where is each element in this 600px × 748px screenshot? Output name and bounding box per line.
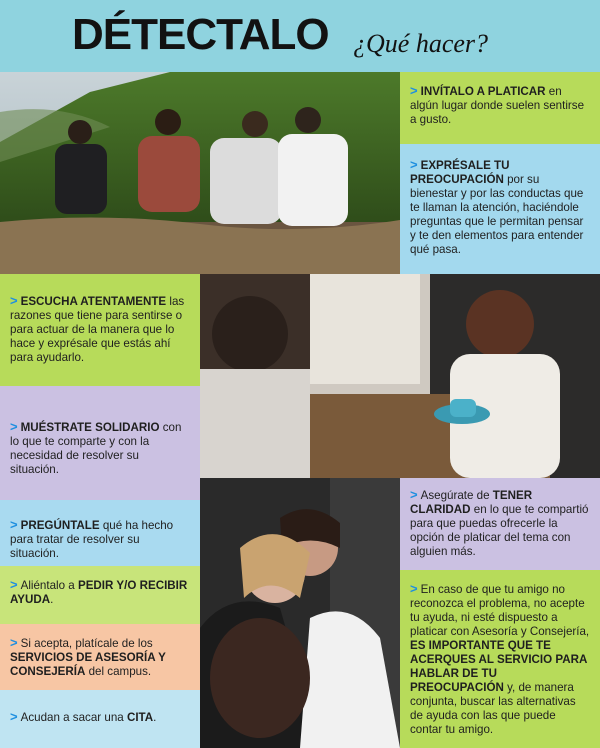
invite-to-talk-box: > INVÍTALO A PLATICAR en algún lugar donde suelen sentirse a gusto.: [400, 72, 600, 144]
arrow-icon: >: [10, 293, 18, 308]
arrow-icon: >: [410, 157, 418, 172]
express-concern-box: > EXPRÉSALE TU PREOCUPACIÓN por su bienestar y por las conductas que te llaman la atención, haciéndole preguntas que le permitan pensar y te den elementos para entender qué pasa.: [400, 144, 600, 274]
counseling-services-box: > Si acepta, platícale de los SERVICIOS DE ASESORÍA Y CONSEJERÍA del campus.: [0, 624, 200, 690]
if-friend-refuses-box: > En caso de que tu amigo no reconozca el problema, no acepte tu ayuda, ni esté dispuesto a platicar con Asesoría y Consejería, ES IMPORTANTE QUE TE ACERQUES AL SERVICIO PARA HABLAR DE TU PREOCUPACIÓN y, de manera conjunta, buscar las alternativas de ayuda con las que puede contar tu amigo.: [400, 570, 600, 748]
make-appointment-box: > Acudan a sacar una CITA.: [0, 690, 200, 748]
arrow-icon: >: [410, 581, 418, 596]
page-title: DÉTECTALO: [72, 10, 329, 59]
arrow-icon: >: [10, 577, 18, 592]
arrow-icon: >: [10, 635, 18, 650]
listen-carefully-box: > ESCUCHA ATENTAMENTE las razones que tiene para sentirse o para actuar de la manera que lo hace y exprésale que estás ahí para ayudarlo.: [0, 274, 200, 386]
encourage-help-box: > Aliéntalo a PEDIR Y/O RECIBIR AYUDA.: [0, 566, 200, 624]
show-solidarity-box: > MUÉSTRATE SOLIDARIO con lo que te comparte y con la necesidad de resolver su situación.: [0, 386, 200, 500]
friends-hugging-photo: [200, 478, 400, 748]
arrow-icon: >: [410, 83, 418, 98]
be-clear-box: > Asegúrate de TENER CLARIDAD en lo que te compartió para que puedas ofrecerle la opción de platicar del tema con alguien más.: [400, 478, 600, 570]
page-subtitle: ¿Qué hacer?: [353, 29, 489, 58]
arrow-icon: >: [10, 709, 18, 724]
header-banner: [0, 0, 600, 72]
arrow-icon: >: [10, 419, 18, 434]
arrow-icon: >: [10, 517, 18, 532]
conversation-at-cafe-photo: [200, 274, 600, 478]
four-friends-on-hill-photo: [0, 72, 400, 274]
arrow-icon: >: [410, 487, 418, 502]
ask-what-done-box: > PREGÚNTALE qué ha hecho para tratar de resolver su situación.: [0, 500, 200, 566]
